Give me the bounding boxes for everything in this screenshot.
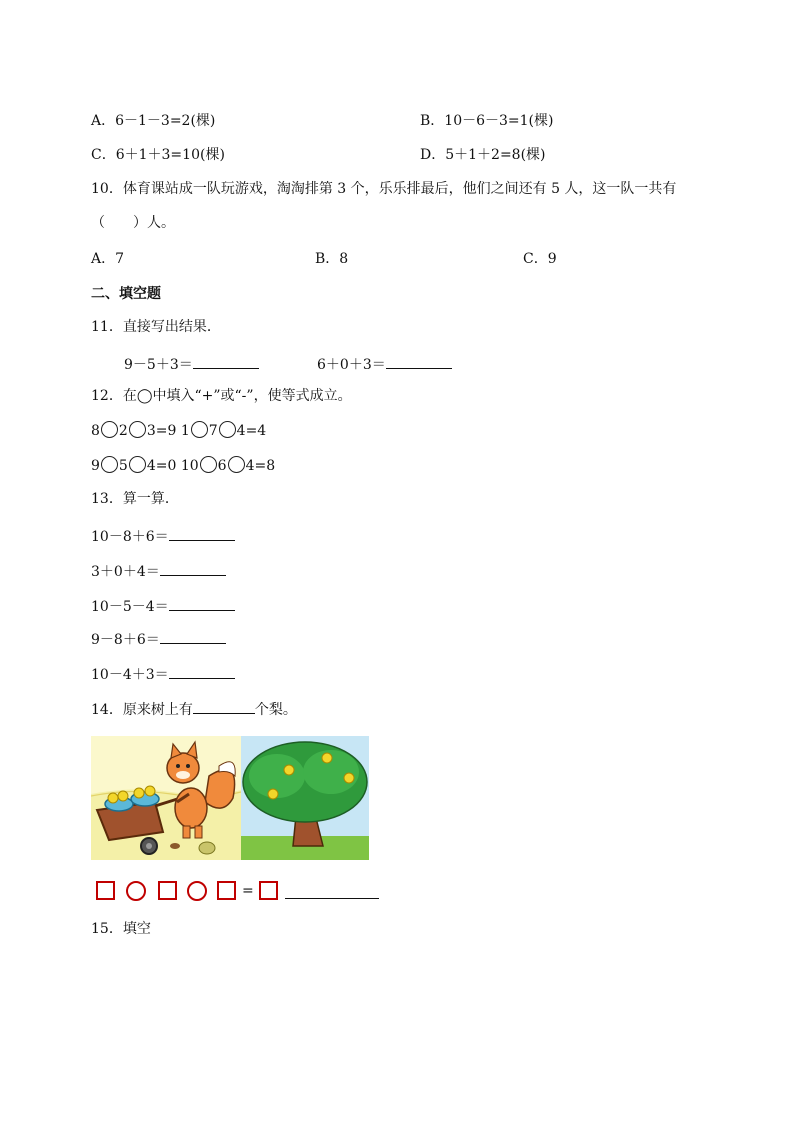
q12-r2-seg-c: 4=0 10 [146, 458, 199, 474]
q13-item [91, 526, 235, 546]
q11-expr2-text: 6＋0＋3＝ [317, 357, 386, 373]
q12-title: 12．在◯中填入“+”或“-”，使等式成立。 [91, 388, 352, 404]
q13-expression: 3＋0＋4＝ [91, 564, 160, 580]
q15-title: 15．填空 [91, 921, 151, 937]
q10-option-a: A．7 [91, 251, 125, 267]
q12-r1-seg-e: 4=4 [236, 423, 267, 439]
answer-box[interactable] [259, 881, 278, 900]
operator-circle[interactable] [228, 456, 245, 473]
operator-circle[interactable] [129, 456, 146, 473]
answer-box[interactable] [217, 881, 236, 900]
q12-r2-seg-e: 4=8 [245, 458, 276, 474]
q13-answer-blank[interactable] [160, 629, 226, 644]
q10-text-line1: 10．体育课站成一队玩游戏，淘淘排第 3 个，乐乐排最后，他们之间还有 5 人，这一队一共有 [91, 181, 677, 197]
q13-expression: 10－5－4＝ [91, 599, 169, 615]
q11-title: 11．直接写出结果． [91, 319, 221, 335]
answer-box[interactable] [96, 881, 115, 900]
q9-option-b: B．10－6－3=1(棵) [420, 113, 554, 129]
operator-circle[interactable] [101, 421, 118, 438]
q9-option-d: D．5＋1＋2=8(棵) [420, 147, 546, 163]
q12-r1-num-a: 8 [91, 423, 100, 439]
q12-r1-num-d: 7 [208, 423, 218, 439]
answer-box[interactable] [158, 881, 177, 900]
q11-answer-blank-1[interactable] [193, 354, 259, 369]
q14-text [91, 699, 297, 719]
q14-answer-blank[interactable] [193, 699, 255, 714]
q13-expression: 10－4＋3＝ [91, 667, 169, 683]
q10-option-b: B．8 [315, 251, 349, 267]
q10-text-line2: （ ）人。 [91, 215, 175, 231]
q10-option-c: C．9 [523, 251, 557, 267]
q13-answer-blank[interactable] [160, 561, 226, 576]
q13-item [91, 561, 226, 581]
q9-option-c: C．6＋1＋3=10(棵) [91, 147, 225, 163]
q13-item [91, 629, 226, 649]
q14-unit-blank[interactable] [285, 884, 379, 899]
operator-circle[interactable] [200, 456, 217, 473]
fox-cart-pear-tree-illustration [91, 736, 369, 860]
q13-expression: 9－8＋6＝ [91, 632, 160, 648]
q12-r2-num-b: 5 [118, 458, 128, 474]
q13-answer-blank[interactable] [169, 526, 235, 541]
q12-row-2 [91, 456, 275, 475]
q12-r1-seg-c: 3=9 1 [146, 423, 190, 439]
operator-circle[interactable] [101, 456, 118, 473]
leaf-icon [199, 842, 215, 854]
operator-circle[interactable] [126, 881, 146, 901]
q14-prefix: 14．原来树上有 [91, 702, 193, 718]
q14-suffix: 个梨。 [254, 702, 297, 718]
q13-title: 13．算一算． [91, 491, 179, 507]
q13-answer-blank[interactable] [169, 664, 235, 679]
operator-circle[interactable] [191, 421, 208, 438]
q11-answer-blank-2[interactable] [386, 354, 452, 369]
operator-circle[interactable] [219, 421, 236, 438]
q12-r2-num-d: 6 [217, 458, 227, 474]
operator-circle[interactable] [129, 421, 146, 438]
q9-option-a: A．6－1－3=2(棵) [91, 113, 216, 129]
q13-answer-blank[interactable] [169, 596, 235, 611]
section-title-fill-in: 二、填空题 [91, 286, 161, 302]
q13-item [91, 664, 235, 684]
q11-expression-1 [124, 354, 259, 374]
q12-row-1 [91, 421, 266, 440]
q13-expression: 10－8＋6＝ [91, 529, 169, 545]
q12-r2-num-a: 9 [91, 458, 100, 474]
operator-circle[interactable] [187, 881, 207, 901]
q11-expression-2 [317, 354, 452, 374]
equals-sign: = [242, 883, 254, 899]
q11-expr1-text: 9－5＋3＝ [124, 357, 193, 373]
q12-r1-num-b: 2 [118, 423, 128, 439]
stone-icon [170, 843, 180, 849]
q13-item [91, 596, 235, 616]
